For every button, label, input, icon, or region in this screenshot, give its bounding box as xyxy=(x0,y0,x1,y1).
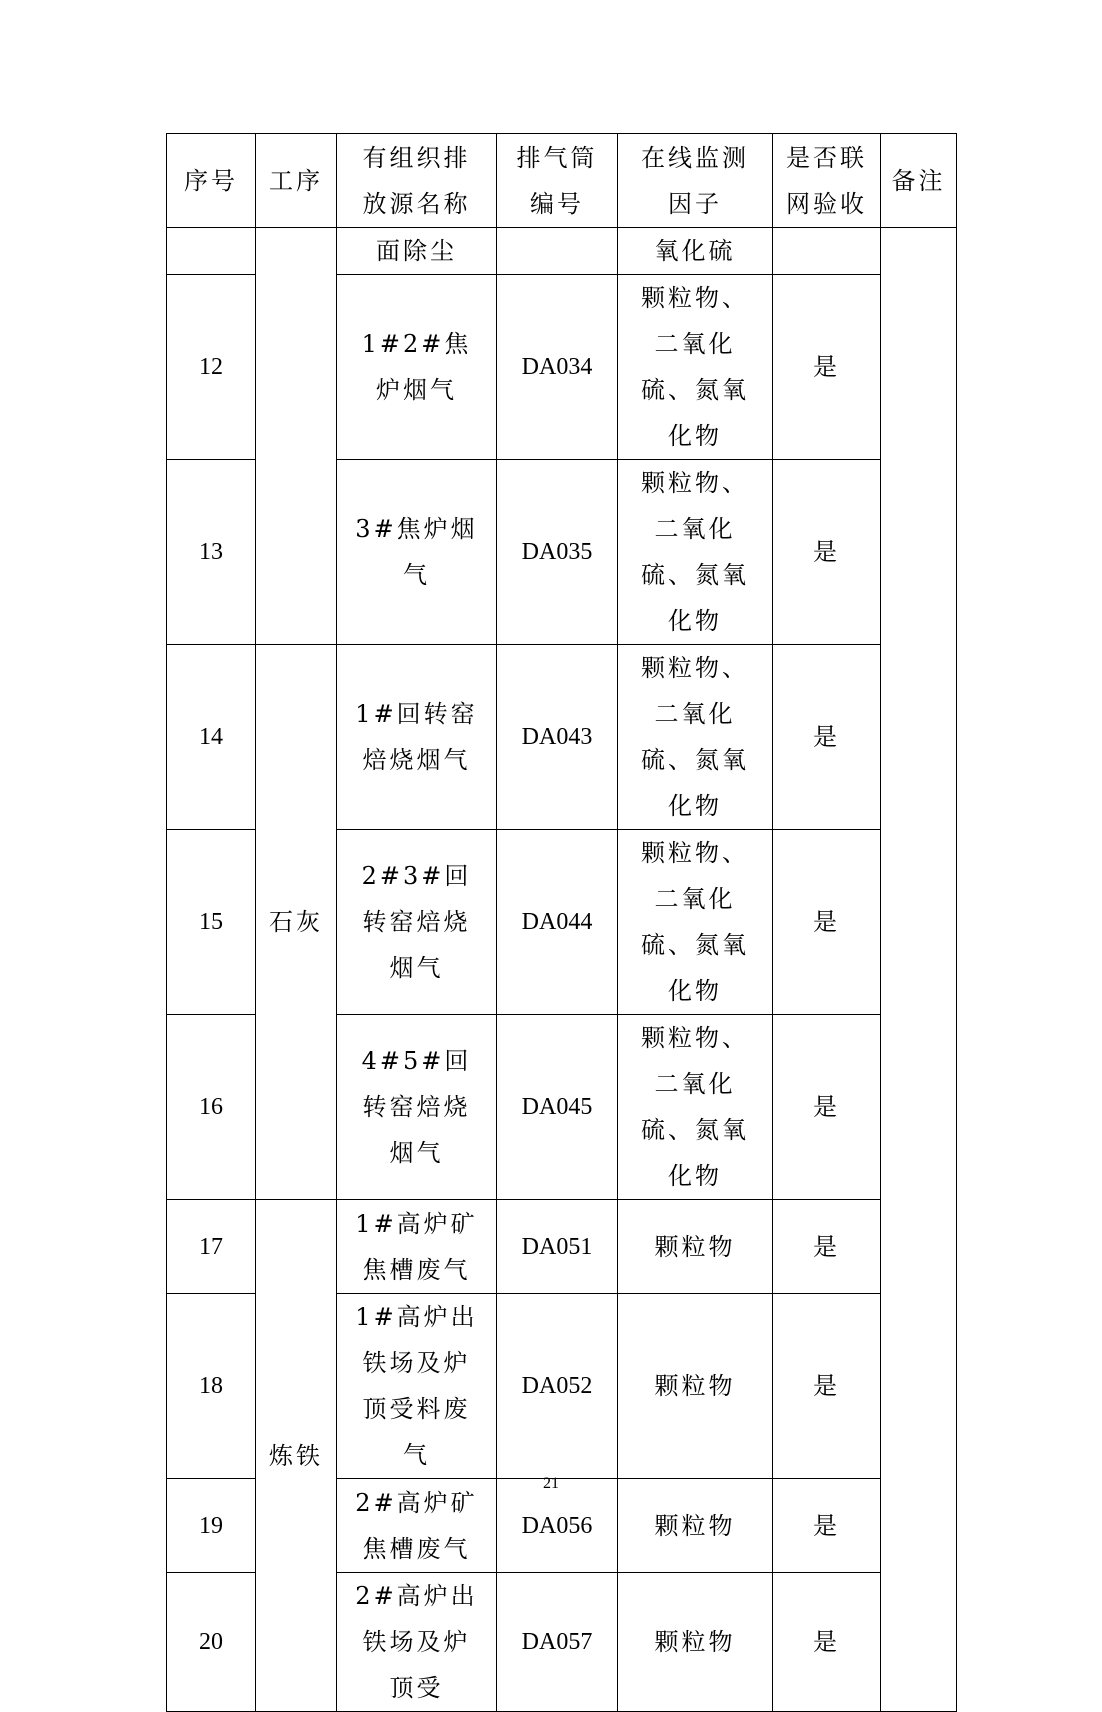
network-cell: 是 xyxy=(773,1200,881,1294)
factor-cell: 颗粒物、二氧化硫、氮氧化物 xyxy=(618,645,773,830)
network-cell: 是 xyxy=(773,460,881,645)
header-remark: 备注 xyxy=(881,134,957,228)
seq-cell: 17 xyxy=(167,1200,256,1294)
source-cell: 1#高炉矿焦槽废气 xyxy=(337,1200,497,1294)
factor-cell: 颗粒物 xyxy=(618,1294,773,1479)
source-cell: 1#2#焦炉烟气 xyxy=(337,275,497,460)
table-row xyxy=(167,1200,957,1294)
network-cell: 是 xyxy=(773,1294,881,1479)
seq-cell: 19 xyxy=(167,1479,256,1573)
seq-cell xyxy=(167,228,256,275)
process-cell: 炼铁 xyxy=(256,1200,337,1712)
factor-cell: 颗粒物 xyxy=(618,1200,773,1294)
stack-cell: DA035 xyxy=(497,460,618,645)
source-cell: 面除尘 xyxy=(337,228,497,275)
network-cell xyxy=(773,228,881,275)
source-cell: 3#焦炉烟气 xyxy=(337,460,497,645)
source-cell: 2#3#回转窑焙烧烟气 xyxy=(337,830,497,1015)
factor-cell: 颗粒物 xyxy=(618,1479,773,1573)
factor-cell: 颗粒物、二氧化硫、氮氧化物 xyxy=(618,830,773,1015)
source-cell: 2#高炉出铁场及炉顶受 xyxy=(337,1573,497,1712)
header-factor: 在线监测因子 xyxy=(618,134,773,228)
header-seq: 序号 xyxy=(167,134,256,228)
source-cell: 4#5#回转窑焙烧烟气 xyxy=(337,1015,497,1200)
header-stack: 排气筒编号 xyxy=(497,134,618,228)
factor-cell: 氧化硫 xyxy=(618,228,773,275)
stack-cell: DA057 xyxy=(497,1573,618,1712)
header-process: 工序 xyxy=(256,134,337,228)
stack-cell: DA045 xyxy=(497,1015,618,1200)
network-cell: 是 xyxy=(773,1479,881,1573)
header-row xyxy=(167,134,957,228)
stack-cell: DA034 xyxy=(497,275,618,460)
factor-cell: 颗粒物、二氧化硫、氮氧化物 xyxy=(618,460,773,645)
seq-cell: 20 xyxy=(167,1573,256,1712)
process-cell xyxy=(256,228,337,645)
stack-cell: DA044 xyxy=(497,830,618,1015)
seq-cell: 18 xyxy=(167,1294,256,1479)
stack-cell: DA051 xyxy=(497,1200,618,1294)
seq-cell: 16 xyxy=(167,1015,256,1200)
stack-cell: DA056 xyxy=(497,1479,618,1573)
network-cell: 是 xyxy=(773,1573,881,1712)
table-row xyxy=(167,228,957,275)
table-row xyxy=(167,645,957,830)
stack-cell: DA043 xyxy=(497,645,618,830)
seq-cell: 15 xyxy=(167,830,256,1015)
source-cell: 1#高炉出铁场及炉顶受料废气 xyxy=(337,1294,497,1479)
network-cell: 是 xyxy=(773,645,881,830)
stack-cell xyxy=(497,228,618,275)
factor-cell: 颗粒物、二氧化硫、氮氧化物 xyxy=(618,275,773,460)
header-source: 有组织排放源名称 xyxy=(337,134,497,228)
source-cell: 2#高炉矿焦槽废气 xyxy=(337,1479,497,1573)
factor-cell: 颗粒物 xyxy=(618,1573,773,1712)
network-cell: 是 xyxy=(773,830,881,1015)
seq-cell: 14 xyxy=(167,645,256,830)
factor-cell: 颗粒物、二氧化硫、氮氧化物 xyxy=(618,1015,773,1200)
process-cell: 石灰 xyxy=(256,645,337,1200)
network-cell: 是 xyxy=(773,275,881,460)
source-cell: 1#回转窑焙烧烟气 xyxy=(337,645,497,830)
network-cell: 是 xyxy=(773,1015,881,1200)
seq-cell: 12 xyxy=(167,275,256,460)
header-network: 是否联网验收 xyxy=(773,134,881,228)
seq-cell: 13 xyxy=(167,460,256,645)
stack-cell: DA052 xyxy=(497,1294,618,1479)
page-number: 21 xyxy=(543,1475,559,1492)
